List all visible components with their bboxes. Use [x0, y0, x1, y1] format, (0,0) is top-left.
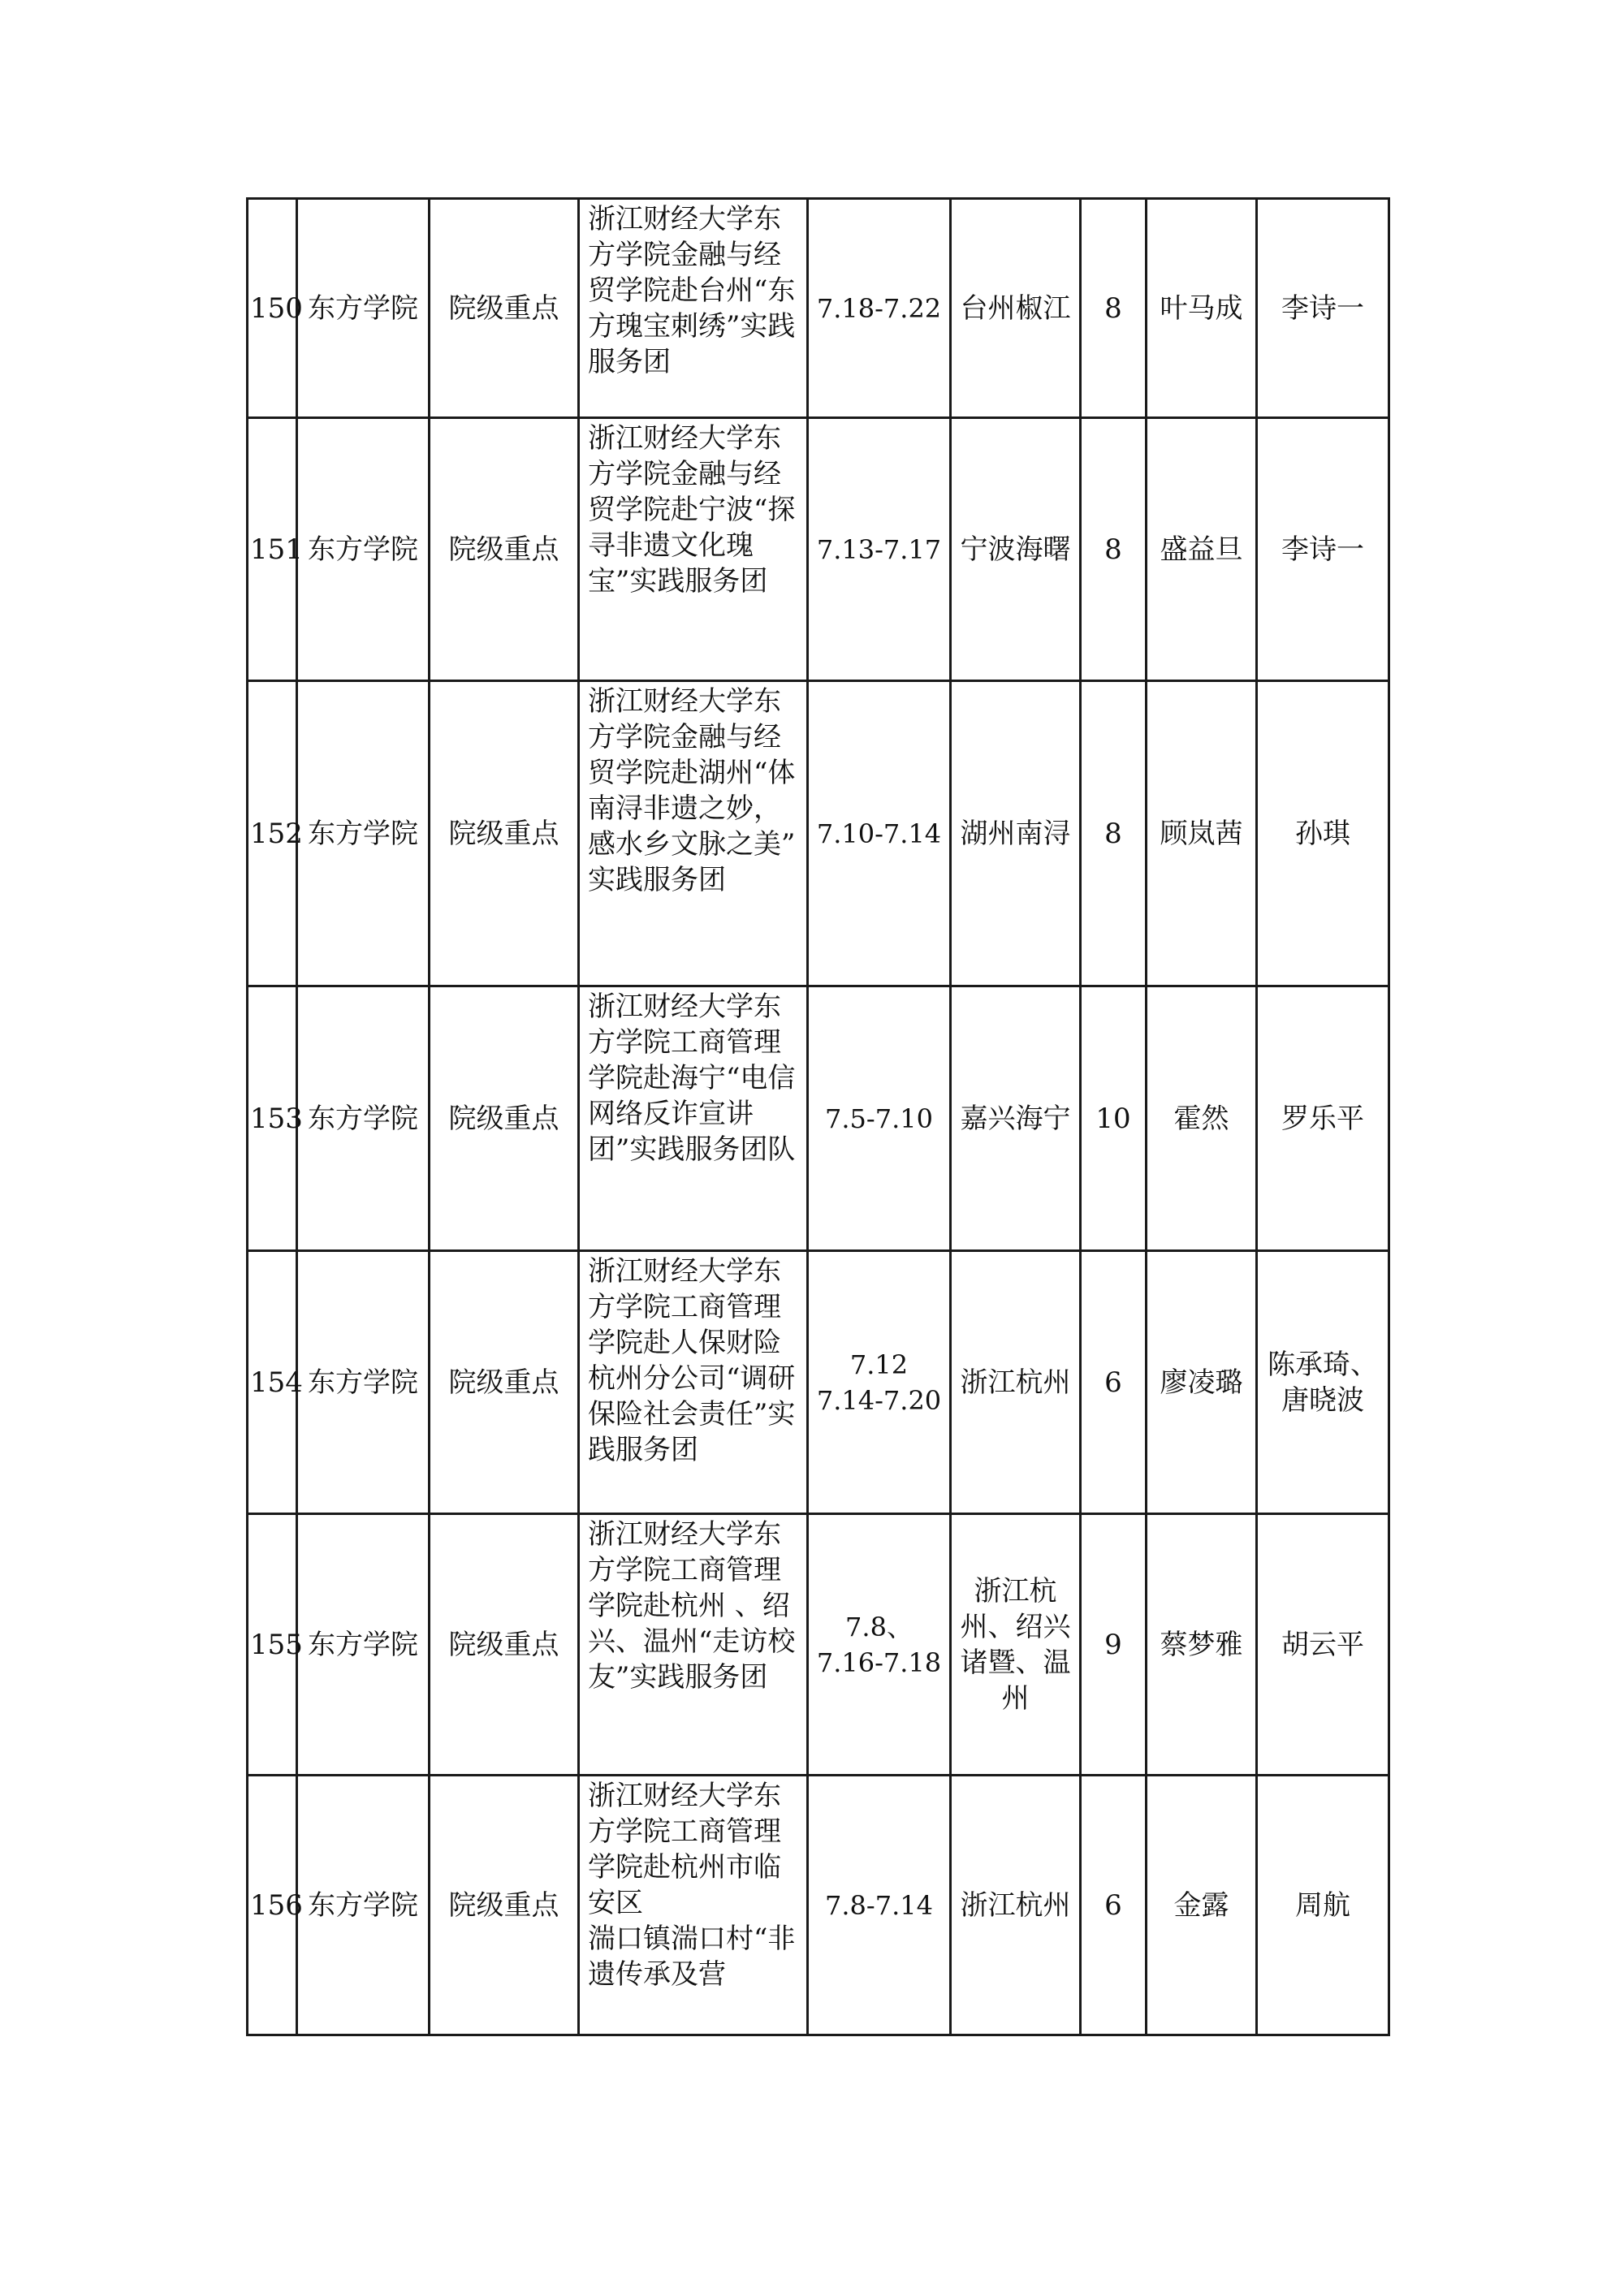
leader-cell: 廖凌璐 — [1147, 1251, 1257, 1514]
people-cell: 10 — [1081, 986, 1147, 1251]
place-cell: 湖州南浔 — [951, 681, 1081, 986]
college-cell: 东方学院 — [297, 418, 430, 681]
advisor-cell: 罗乐平 — [1257, 986, 1389, 1251]
leader-cell: 盛益旦 — [1147, 418, 1257, 681]
table-row — [248, 1514, 1389, 1776]
table-row — [248, 418, 1389, 681]
table-row — [248, 199, 1389, 418]
date-cell: 7.13-7.17 — [808, 418, 951, 681]
college-cell: 东方学院 — [297, 1514, 430, 1776]
row-number: 154 — [248, 1251, 297, 1514]
leader-cell: 蔡梦雅 — [1147, 1514, 1257, 1776]
place-cell: 浙江杭州 — [951, 1251, 1081, 1514]
level-cell: 院级重点 — [430, 1776, 579, 2035]
leader-cell: 顾岚茜 — [1147, 681, 1257, 986]
team-name-cell: 浙江财经大学东方学院金融与经贸学院赴宁波“探寻非遗文化瑰宝”实践服务团 — [579, 418, 808, 681]
date-cell: 7.10-7.14 — [808, 681, 951, 986]
date-cell: 7.12 7.14-7.20 — [808, 1251, 951, 1514]
level-cell: 院级重点 — [430, 1251, 579, 1514]
table-body — [248, 199, 1389, 2035]
date-cell: 7.5-7.10 — [808, 986, 951, 1251]
advisor-cell: 李诗一 — [1257, 418, 1389, 681]
team-name-cell: 浙江财经大学东方学院工商管理学院赴人保财险杭州分公司“调研保险社会责任”实践服务团 — [579, 1251, 808, 1514]
team-name-cell: 浙江财经大学东方学院工商管理学院赴杭州市临安区 湍口镇湍口村“非遗传承及营 — [579, 1776, 808, 2035]
advisor-cell: 李诗一 — [1257, 199, 1389, 418]
row-number: 151 — [248, 418, 297, 681]
people-cell: 8 — [1081, 681, 1147, 986]
row-number: 155 — [248, 1514, 297, 1776]
date-cell: 7.8、 7.16-7.18 — [808, 1514, 951, 1776]
advisor-cell: 胡云平 — [1257, 1514, 1389, 1776]
people-cell: 8 — [1081, 418, 1147, 681]
place-cell: 浙江杭 州、绍兴 诸暨、温 州 — [951, 1514, 1081, 1776]
level-cell: 院级重点 — [430, 986, 579, 1251]
leader-cell: 霍然 — [1147, 986, 1257, 1251]
leader-cell: 叶马成 — [1147, 199, 1257, 418]
advisor-cell: 周航 — [1257, 1776, 1389, 2035]
row-number: 156 — [248, 1776, 297, 2035]
team-name-cell: 浙江财经大学东方学院工商管理学院赴海宁“电信网络反诈宣讲团”实践服务团队 — [579, 986, 808, 1251]
college-cell: 东方学院 — [297, 199, 430, 418]
college-cell: 东方学院 — [297, 986, 430, 1251]
people-cell: 6 — [1081, 1251, 1147, 1514]
row-number: 153 — [248, 986, 297, 1251]
team-name-cell: 浙江财经大学东方学院工商管理学院赴杭州 、绍兴、温州“走访校友”实践服务团 — [579, 1514, 808, 1776]
people-cell: 9 — [1081, 1514, 1147, 1776]
table-row — [248, 986, 1389, 1251]
place-cell: 嘉兴海宁 — [951, 986, 1081, 1251]
leader-cell: 金露 — [1147, 1776, 1257, 2035]
team-name-cell: 浙江财经大学东方学院金融与经贸学院赴台州“东方瑰宝刺绣”实践服务团 — [579, 199, 808, 418]
table-row — [248, 1776, 1389, 2035]
college-cell: 东方学院 — [297, 1776, 430, 2035]
table-row — [248, 1251, 1389, 1514]
college-cell: 东方学院 — [297, 1251, 430, 1514]
place-cell: 台州椒江 — [951, 199, 1081, 418]
level-cell: 院级重点 — [430, 418, 579, 681]
level-cell: 院级重点 — [430, 681, 579, 986]
level-cell: 院级重点 — [430, 1514, 579, 1776]
people-cell: 6 — [1081, 1776, 1147, 2035]
place-cell: 宁波海曙 — [951, 418, 1081, 681]
row-number: 152 — [248, 681, 297, 986]
date-cell: 7.18-7.22 — [808, 199, 951, 418]
level-cell: 院级重点 — [430, 199, 579, 418]
row-number: 150 — [248, 199, 297, 418]
table-row — [248, 681, 1389, 986]
people-cell: 8 — [1081, 199, 1147, 418]
place-cell: 浙江杭州 — [951, 1776, 1081, 2035]
college-cell: 东方学院 — [297, 681, 430, 986]
advisor-cell: 孙琪 — [1257, 681, 1389, 986]
team-name-cell: 浙江财经大学东方学院金融与经贸学院赴湖州“体南浔非遗之妙，感水乡文脉之美” 实践服务团 — [579, 681, 808, 986]
advisor-cell: 陈承琦、 唐晓波 — [1257, 1251, 1389, 1514]
date-cell: 7.8-7.14 — [808, 1776, 951, 2035]
practice-team-table — [246, 197, 1390, 2036]
